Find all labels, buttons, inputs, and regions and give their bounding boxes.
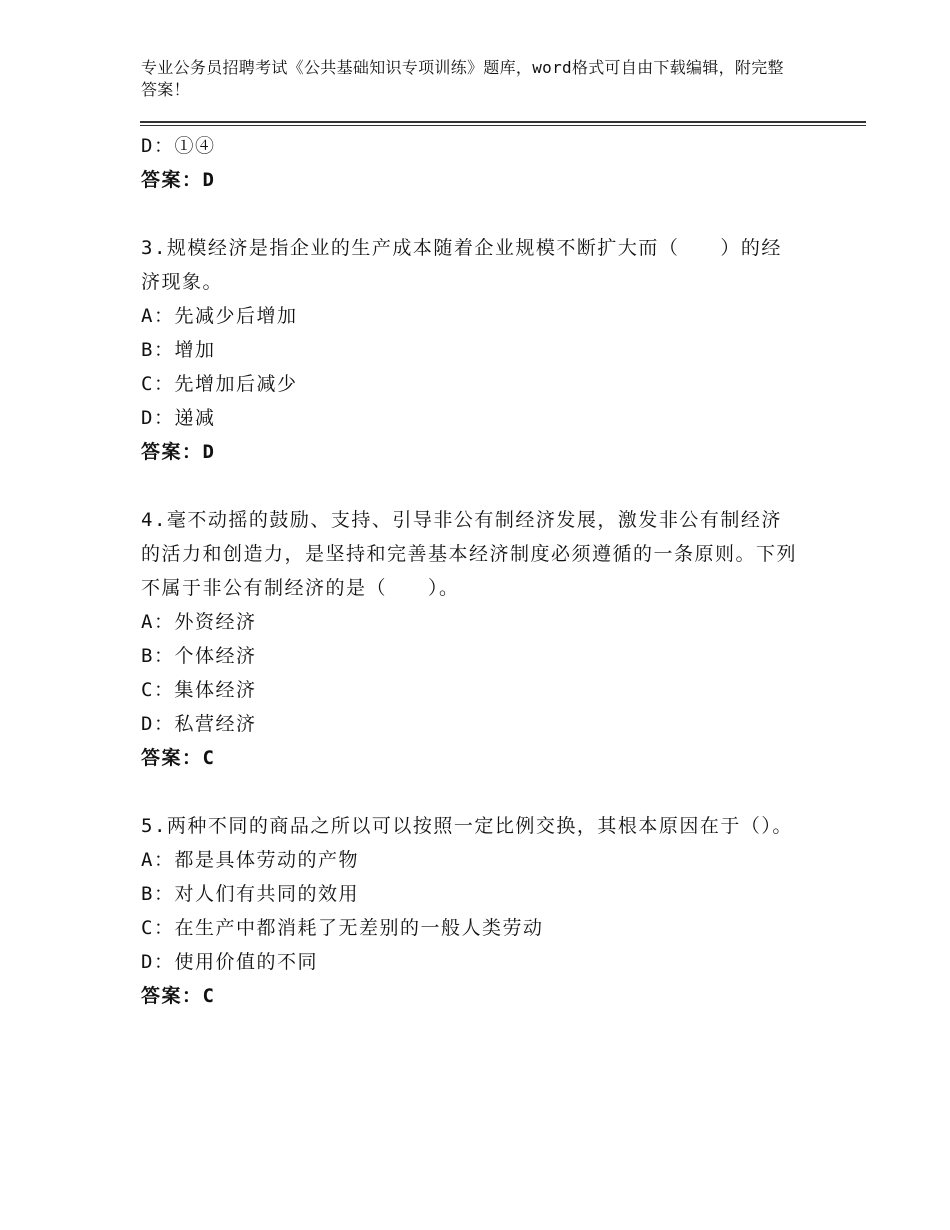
spacer [141, 775, 801, 809]
question-4 [141, 503, 801, 775]
question-stem: 5.两种不同的商品之所以可以按照一定比例交换，其根本原因在于（）。 [141, 815, 793, 837]
question-stem: 4.毫不动摇的鼓励、支持、引导非公有制经济发展，激发非公有制经济的活力和创造力，是坚持和完善基本经济制度必须遵循的一条原则。下列不属于非公有制经济的是（ ）。 [141, 509, 798, 599]
spacer [141, 469, 801, 503]
option-b: B：增加 [141, 339, 216, 361]
header-rule-thin [140, 125, 866, 126]
page-header: 专业公务员招聘考试《公共基础知识专项训练》题库，word格式可自由下载编辑，附完整答案！ [141, 58, 784, 99]
question-3 [141, 231, 801, 469]
answer-line: 答案：C [141, 747, 216, 769]
spacer [141, 197, 801, 231]
option-d: D：私营经济 [141, 713, 257, 735]
answer-line: 答案：C [141, 985, 216, 1007]
option-a: A：都是具体劳动的产物 [141, 849, 359, 871]
option-b: B：对人们有共同的效用 [141, 883, 359, 905]
option-c: C：在生产中都消耗了无差别的一般人类劳动 [141, 917, 544, 939]
option-b: B：个体经济 [141, 645, 257, 667]
question-stem: 3.规模经济是指企业的生产成本随着企业规模不断扩大而（ ）的经济现象。 [141, 237, 782, 293]
option-d: D：递减 [141, 407, 216, 429]
answer-line: 答案：D [141, 169, 216, 191]
option-a: A：先减少后增加 [141, 305, 298, 327]
option-d: D：使用价值的不同 [141, 951, 318, 973]
header-rule-thick [140, 121, 866, 123]
answer-line: 答案：D [141, 441, 216, 463]
option-d: D：①④ [141, 135, 216, 157]
question-5 [141, 809, 801, 1013]
option-c: C：集体经济 [141, 679, 257, 701]
option-c: C：先增加后减少 [141, 373, 298, 395]
option-a: A：外资经济 [141, 611, 257, 633]
question-list [141, 129, 801, 1013]
